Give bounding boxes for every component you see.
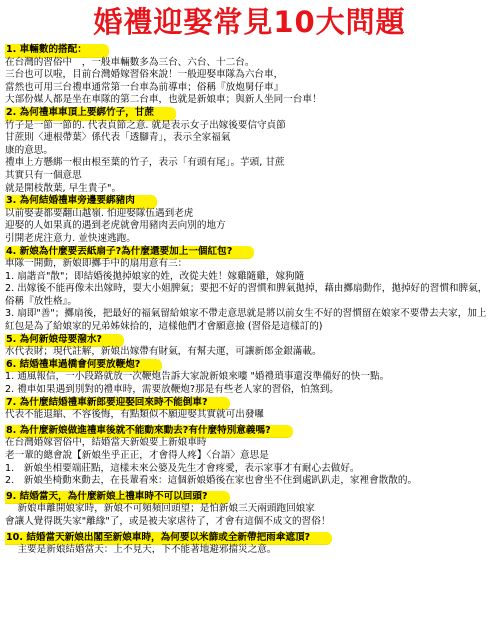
section-7 <box>5 397 493 422</box>
section-9 <box>5 491 493 529</box>
text-line: 竹子是一節一節的. 代表貞節之意. 就是表示女子出嫁後要信守貞節 <box>5 119 286 131</box>
text-line: 2. 出嫁後不能再像未出嫁時，耍大小姐脾氣；要把不好的習慣和脾氣拋掉，藉由擲扇動作，拋掉好的習慣和脾氣，俗稱『放性格』。 <box>5 283 488 307</box>
section-6 <box>5 359 493 397</box>
section-8 <box>5 425 493 488</box>
content <box>5 44 493 557</box>
section-10 <box>5 532 493 557</box>
section-2 <box>5 107 493 195</box>
text-line: 康的意思。 <box>5 144 53 156</box>
text-line: 甘蔗則〈連根帶葉〉係代表「透腳青」，表示全家福氣 <box>5 132 231 144</box>
section-1 <box>5 44 493 107</box>
text-line: 1. 扇諧音"散"；即結婚後拋掉娘家的姓，改從夫姓！嫁雞隨雞，嫁狗隨 <box>5 270 305 282</box>
text-line: 2. 新娘坐椅動來動去，在長輩看來：這個新娘婚後在家也會坐不住到處趴趴走，家裡會散散的。 <box>5 475 418 487</box>
section-heading: 7. 為什麼結婚禮車新郎要迎娶回來時不能倒車? <box>5 397 230 410</box>
text-line: 在台灣婚嫁習俗中，結婚當天新娘要上新娘車時 <box>5 437 207 449</box>
section-heading: 8. 為什麼新娘做進禮車後就不能動來動去?有什麼特別意義嗎? <box>5 425 293 438</box>
text-line: 三台也可以啦，目前台灣婚嫁習俗來說！一般迎娶車隊為六台車， <box>5 69 284 81</box>
text-line: 當然也可用三台禮車通常第一台車為前導車；俗稱『放炮舅仔車』 <box>5 81 284 93</box>
section-heading: 10. 結婚當天新娘出閣至新娘車時，為何要以米篩或全新帶把雨傘遮頂? <box>5 532 332 545</box>
text-line: 迎娶的人如果真的遇到老虎就會用豬肉丟向別的地方 <box>5 220 226 232</box>
section-3 <box>5 195 493 245</box>
section-heading: 5. 為何新娘母要潑水? <box>5 334 124 347</box>
text-line: 新娘車離開娘家時，新娘不可頻頻回頭望；是怕新娘三天兩頭跑回娘家 <box>17 503 315 515</box>
text-line: 會讓人覺得既失家"離緣"了，或是被夫家虐待了，才會有這個不成文的習俗！ <box>5 515 331 527</box>
text-line: 3. 扇即"善"；擲扇後，把最好的福氣留給娘家不帶走意思就是將以前女生不好的習慣留在娘家不要帶去夫家，加上紅包是為了給娘家的兄弟姊妹拾的，這樣他們才會願意撿 (習俗是這樣訂的) <box>5 308 487 333</box>
text-line: 大部份媒人都是坐在車隊的第二台車，也就是新娘車；與新人坐同一台車！ <box>5 94 322 106</box>
section-heading: 1. 車輛數的搭配： <box>5 44 109 57</box>
text-line: 以前娶妻都要翻山越嶺. 怕迎娶隊伍遇到老虎 <box>5 207 194 219</box>
text-line: 老一輩的總會說【新娘坐乎正正，才會得人疼】〈台語〉意思是 <box>5 450 269 461</box>
text-line: 1. 新娘坐相要端莊點，這樣未來公婆及先生才會疼愛，表示家事才有耐心去做好。 <box>5 462 360 474</box>
text-line: 禮車上方懸綁一根由根至葉的竹子，表示「有頭有尾」。芋頭, 甘蔗 <box>5 157 285 169</box>
text-line: 1. 通風報信，一小段路就放一次鞭炮告訴大家說新娘來嘍 "婚禮瑣事還沒準備好的快一點。 <box>5 371 390 383</box>
page-title: 婚禮迎娶常見10大問題 <box>93 5 406 39</box>
section-5 <box>5 334 493 359</box>
text-line: 水代表財；現代註解，新娘出嫁帶有財氣，有幫夫運，可讓新郎金銀滿載。 <box>5 346 322 358</box>
text-line: 主要是新娘結婚當天：上不見天，下不能著地避邪擋災之意。 <box>17 544 277 556</box>
section-heading: 9. 結婚當天，為什麼新娘上禮車時不可以回頭? <box>5 491 230 504</box>
text-line: 車隊一開動，新娘即擲手中的扇用意有三： <box>5 258 188 270</box>
section-heading: 4. 新娘為什麼要丟紙扇子?為什麼還要加上一個紅包? <box>5 246 254 259</box>
text-line: 就是開枝散葉, 早生貴子"。 <box>5 182 122 194</box>
section-heading: 3. 為何結婚禮車旁邊要綁豬肉 <box>5 195 157 208</box>
text-line: 引開老虎注意力. 並快速逃跑。 <box>5 232 136 244</box>
section-heading: 6. 結婚禮車過橋會何要放鞭炮? <box>5 359 162 372</box>
text-line: 在台灣的習俗中 ，一般車輛數多為三台、六台、十二台。 <box>5 56 255 68</box>
section-4 <box>5 246 493 334</box>
text-line: 2. 禮車如果遇到別對的禮車時，需要放鞭炮?那是有些老人家的習俗，怕煞到。 <box>5 384 339 396</box>
text-line: 代表不能退縮、不容後悔，有點類似不願迎娶其實就可出發囉 <box>5 409 265 421</box>
text-line: 其實只有一個意思 <box>5 169 82 181</box>
section-heading: 2. 為何禮車車頂上要綁竹子，甘蔗 <box>5 107 176 120</box>
